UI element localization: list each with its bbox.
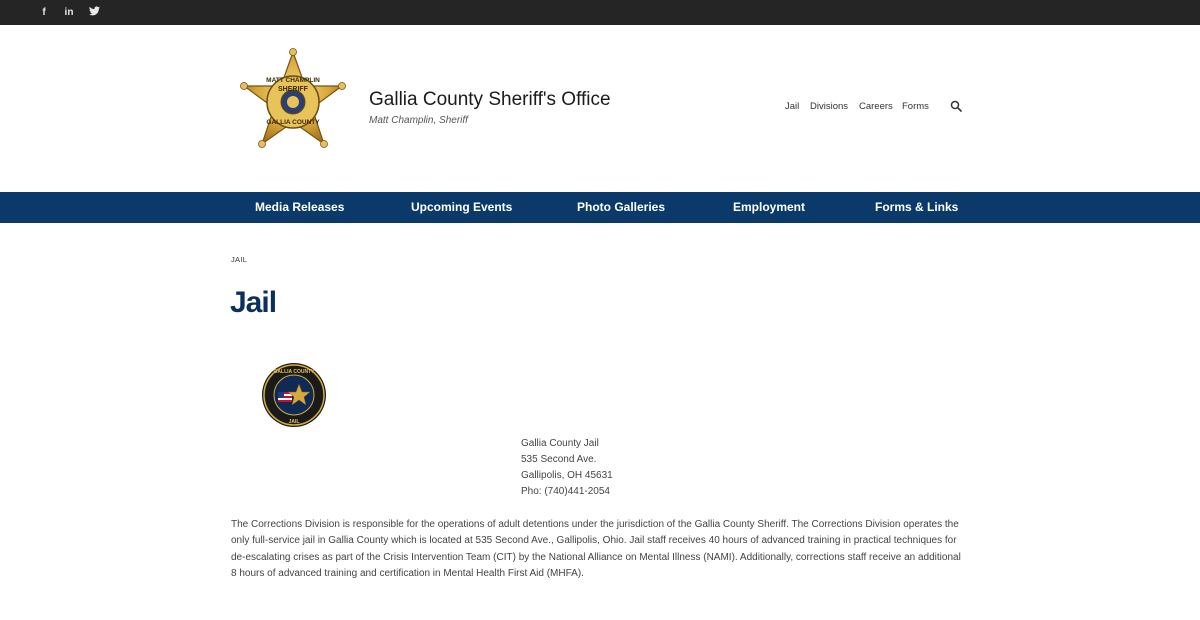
address-street: 535 Second Ave. [521, 454, 597, 465]
nav-photo-galleries[interactable]: Photo Galleries [577, 200, 666, 214]
top-social-bar [0, 0, 1200, 25]
search-icon[interactable] [950, 100, 962, 112]
nav-employment[interactable]: Employment [733, 200, 806, 214]
nav-upcoming-events[interactable]: Upcoming Events [411, 200, 513, 214]
nav-media-releases[interactable]: Media Releases [255, 200, 345, 214]
address-phone: Pho: (740)441-2054 [521, 486, 610, 497]
jail-seal-bottom-text: JAIL [288, 419, 300, 425]
page-title: Jail [230, 286, 277, 319]
gallia-county-jail-seal [261, 362, 327, 428]
twitter-icon[interactable] [87, 6, 101, 19]
badge-bottom-text: GALLIA COUNTY [266, 119, 320, 126]
facebook-icon[interactable]: f [42, 7, 46, 18]
address-name: Gallia County Jail [521, 438, 599, 449]
twitter-bird-icon [89, 6, 100, 16]
badge-top-text: MATT CHAMPLIN [266, 77, 320, 84]
address-city: Gallipolis, OH 45631 [521, 470, 613, 481]
badge-middle-text: SHERIFF [278, 86, 308, 93]
breadcrumb[interactable]: JAIL [231, 255, 248, 264]
site-tagline: Matt Champlin, Sheriff [369, 115, 468, 126]
jail-seal-top-text: GALLIA COUNTY [273, 369, 315, 375]
util-link-careers[interactable]: Careers [859, 101, 893, 112]
corrections-description: The Corrections Division is responsible for the operations of adult detentions under the jurisdiction of the Gallia County Sheriff. The Corrections Division operates the only full-service jail in Gallia County which is located at 535 Second Ave., Gallipolis, Ohio. Jail staff receives 40 hours of advanced training in practical techniques for de-escalating crises as part of the Crisis Intervention Team (CIT) by the National Alliance on Mental Illness (NAMI). Additionally, corrections staff receive an additional 8 hours of advanced training and certification in Mental Health First Aid (MHFA). [231, 519, 961, 580]
sheriff-badge-logo[interactable] [232, 46, 354, 168]
util-link-jail[interactable]: Jail [785, 101, 800, 112]
nav-forms-links[interactable]: Forms & Links [875, 200, 959, 214]
util-link-divisions[interactable]: Divisions [810, 101, 849, 112]
util-link-forms[interactable]: Forms [902, 101, 929, 112]
main-nav-bar [0, 192, 1200, 223]
site-title[interactable]: Gallia County Sheriff's Office [369, 89, 611, 110]
seal-sun-icon [287, 96, 299, 108]
linkedin-icon[interactable]: in [64, 7, 74, 18]
